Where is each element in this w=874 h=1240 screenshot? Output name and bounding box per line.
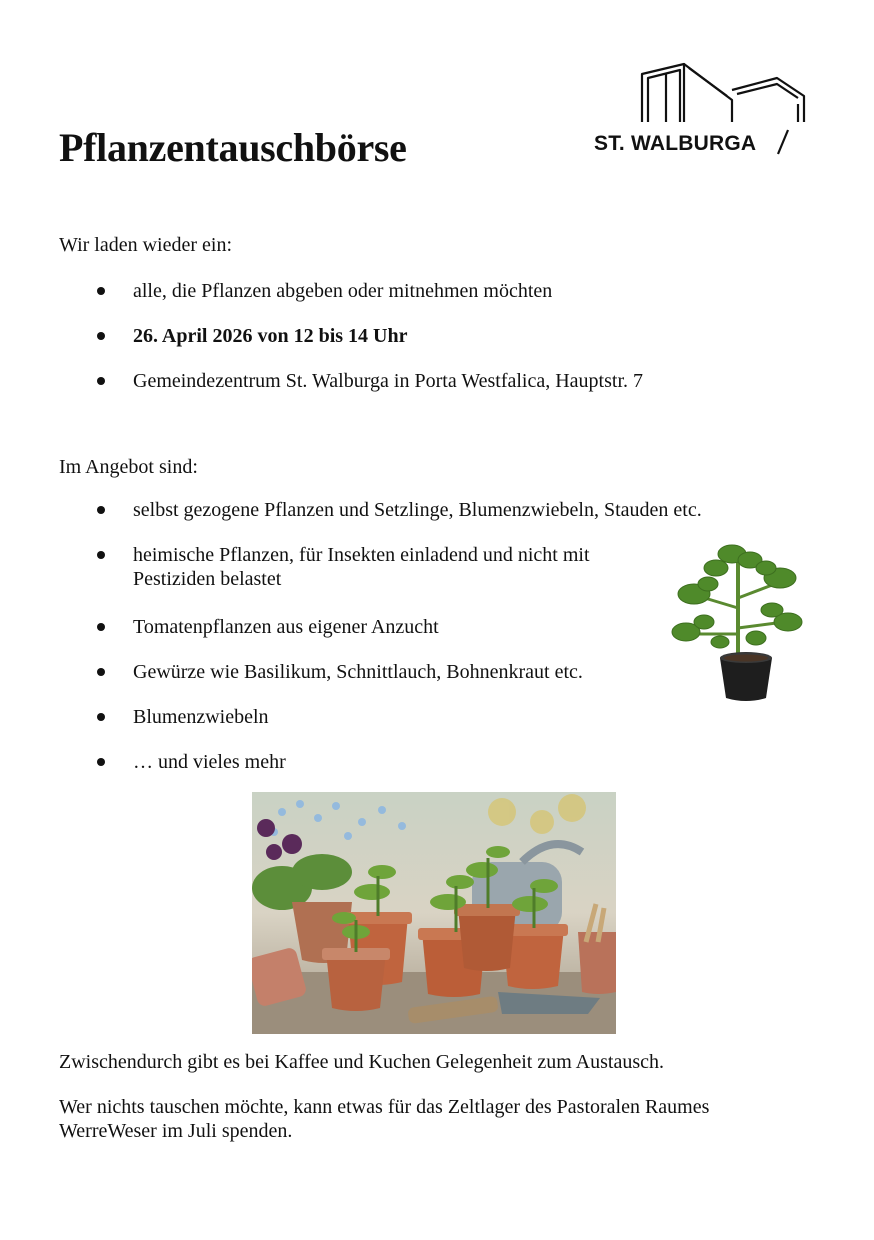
bullet: [97, 551, 105, 559]
bullet: [97, 668, 105, 676]
offer-item-line: heimische Pflanzen, für Insekten einladend und nicht mit: [133, 544, 590, 566]
offer-item-text: Blumenzwiebeln: [133, 706, 269, 728]
offer-item-text: [133, 543, 590, 591]
st-walburga-logo: [592, 60, 806, 160]
offer-item-text: Gewürze wie Basilikum, Schnittlauch, Bohnenkraut etc.: [133, 661, 583, 683]
page-title: Pflanzentauschbörse: [59, 125, 407, 170]
donation-text: [59, 1095, 709, 1143]
seedling-pots-photo: [252, 792, 616, 1034]
event-date: 26. April 2026 von 12 bis 14 Uhr: [133, 325, 408, 347]
bullet: [97, 758, 105, 766]
event-location: Gemeindezentrum St. Walburga in Porta Westfalica, Hauptstr. 7: [133, 370, 643, 392]
bullet: [97, 332, 105, 340]
offer-item-text: selbst gezogene Pflanzen und Setzlinge, Blumenzwiebeln, Stauden etc.: [133, 499, 702, 521]
bullet: [97, 287, 105, 295]
bullet: [97, 623, 105, 631]
coffee-text: Zwischendurch gibt es bei Kaffee und Kuchen Gelegenheit zum Austausch.: [59, 1051, 664, 1073]
offer-item-text: Tomatenpflanzen aus eigener Anzucht: [133, 616, 439, 638]
bullet: [97, 377, 105, 385]
bullet: [97, 713, 105, 721]
logo-text: ST. WALBURGA: [594, 132, 757, 155]
tomato-plant-image: [668, 538, 808, 706]
donation-line: Wer nichts tauschen möchte, kann etwas für das Zeltlager des Pastoralen Raumes: [59, 1096, 710, 1118]
event-audience: alle, die Pflanzen abgeben oder mitnehmen möchten: [133, 280, 553, 302]
intro-text: Wir laden wieder ein:: [59, 234, 233, 256]
bullet: [97, 506, 105, 514]
offer-item-text: … und vieles mehr: [133, 751, 286, 773]
donation-line: WerreWeser im Juli spenden.: [59, 1120, 293, 1142]
offer-item-line: Pestiziden belastet: [133, 568, 282, 590]
offer-heading: Im Angebot sind:: [59, 456, 198, 478]
